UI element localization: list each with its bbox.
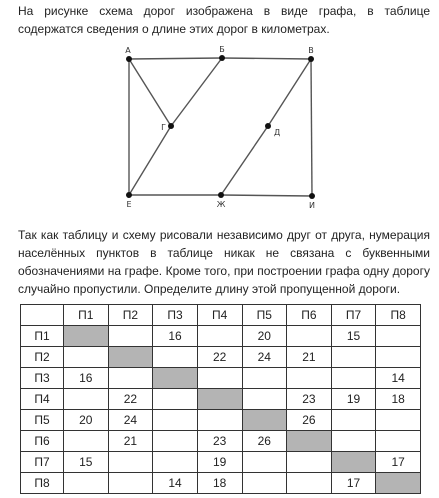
graph-edges (129, 58, 312, 196)
edge-V-D (268, 59, 311, 126)
column-header: П2 (108, 305, 153, 326)
table-cell (153, 347, 198, 368)
table-cell: 14 (153, 473, 198, 494)
table-cell: 26 (287, 410, 332, 431)
table-cell (108, 326, 153, 347)
table-cell: 21 (287, 347, 332, 368)
table-cell: 18 (376, 389, 421, 410)
table-cell: 15 (64, 452, 109, 473)
table-cell: 26 (242, 431, 287, 452)
vertex-label-E: Е (126, 200, 132, 209)
table-row (21, 368, 421, 389)
table-cell (108, 368, 153, 389)
table-cell: 18 (197, 473, 242, 494)
table-cell (287, 473, 332, 494)
edge-G-E (129, 126, 171, 195)
table-cell: 16 (64, 368, 109, 389)
table-cell: 24 (108, 410, 153, 431)
table-cell (197, 410, 242, 431)
vertex-I (309, 193, 315, 199)
graph-vertices (125, 45, 315, 210)
table-cell (153, 452, 198, 473)
table-cell: 14 (376, 368, 421, 389)
table-cell: 16 (153, 326, 198, 347)
vertex-label-D: Д (274, 128, 281, 137)
column-header: П4 (197, 305, 242, 326)
table-cell (376, 326, 421, 347)
table-cell (153, 410, 198, 431)
edge-D-Zh (221, 126, 268, 195)
table-cell (108, 452, 153, 473)
table-cell (376, 347, 421, 368)
vertex-label-I: И (309, 201, 315, 210)
edge-Zh-I (221, 195, 312, 196)
diagonal-cell (197, 389, 242, 410)
table-cell (64, 389, 109, 410)
table-row (21, 452, 421, 473)
table-cell (376, 431, 421, 452)
table-cell (197, 368, 242, 389)
table-row (21, 473, 421, 494)
row-header: П4 (21, 389, 64, 410)
row-header: П5 (21, 410, 64, 431)
table-cell (331, 410, 376, 431)
table-corner-cell (21, 305, 64, 326)
table-cell: 21 (108, 431, 153, 452)
table-cell (64, 431, 109, 452)
row-header: П2 (21, 347, 64, 368)
row-header: П6 (21, 431, 64, 452)
vertex-label-G: Г (161, 123, 166, 132)
diagonal-cell (153, 368, 198, 389)
vertex-label-Zh: Ж (216, 200, 226, 209)
table-row (21, 431, 421, 452)
question-text: Так как таблицу и схему рисовали независимо друг от друга, нумерация населённых пунктов в таблице никак не связана с буквенными обозначениями на графе. Кроме того, при построении графа одну дорогу случайно пропустили. Определите длину этой пропущенной дороги. (18, 228, 430, 296)
diagonal-cell (376, 473, 421, 494)
diagonal-cell (242, 410, 287, 431)
vertex-G (168, 123, 174, 129)
table-cell (287, 326, 332, 347)
table-cell (287, 368, 332, 389)
table-cell: 15 (331, 326, 376, 347)
table-cell (376, 410, 421, 431)
table-cell (64, 347, 109, 368)
table-cell (331, 431, 376, 452)
edge-V-I (311, 59, 312, 196)
column-header: П5 (242, 305, 287, 326)
edge-A-G (129, 59, 171, 126)
table-cell: 19 (197, 452, 242, 473)
table-header-row (21, 305, 421, 326)
vertex-label-V: В (308, 46, 314, 55)
edge-A-B (129, 58, 222, 59)
vertex-A (126, 56, 132, 62)
column-header: П8 (376, 305, 421, 326)
vertex-label-A: А (125, 46, 131, 55)
vertex-D (265, 123, 271, 129)
table-cell: 20 (64, 410, 109, 431)
edge-B-V (222, 58, 311, 59)
column-header: П1 (64, 305, 109, 326)
table-cell: 23 (197, 431, 242, 452)
row-header: П1 (21, 326, 64, 347)
table-cell (197, 326, 242, 347)
edge-B-G (171, 58, 222, 126)
table-cell: 22 (197, 347, 242, 368)
table-cell (242, 389, 287, 410)
table-cell (287, 452, 332, 473)
table-cell: 17 (376, 452, 421, 473)
table-cell: 23 (287, 389, 332, 410)
table-cell (242, 368, 287, 389)
table-cell (153, 389, 198, 410)
table-row (21, 389, 421, 410)
column-header: П3 (153, 305, 198, 326)
vertex-E (126, 192, 132, 198)
diagonal-cell (287, 431, 332, 452)
table-cell (153, 431, 198, 452)
diagonal-cell (64, 326, 109, 347)
table-row (21, 326, 421, 347)
table-cell (331, 368, 376, 389)
table-body (21, 326, 421, 494)
column-header: П7 (331, 305, 376, 326)
row-header: П3 (21, 368, 64, 389)
road-graph (0, 0, 439, 220)
table-cell: 20 (242, 326, 287, 347)
diagonal-cell (331, 452, 376, 473)
vertex-B (219, 55, 225, 61)
table-cell: 19 (331, 389, 376, 410)
table-cell: 24 (242, 347, 287, 368)
table-cell (242, 452, 287, 473)
row-header: П7 (21, 452, 64, 473)
diagonal-cell (108, 347, 153, 368)
table-cell: 22 (108, 389, 153, 410)
table-cell (64, 473, 109, 494)
distance-table (20, 304, 421, 494)
table-row (21, 410, 421, 431)
table-cell (242, 473, 287, 494)
table-cell: 17 (331, 473, 376, 494)
intro-text: На рисунке схема дорог изображена в виде графа, в таблице содержатся сведения о длине этих дорог в километрах. (18, 4, 430, 36)
table-cell (331, 347, 376, 368)
table-row (21, 347, 421, 368)
table-cell (108, 473, 153, 494)
vertex-V (308, 56, 314, 62)
column-header: П6 (287, 305, 332, 326)
vertex-Zh (218, 192, 224, 198)
vertex-label-B: Б (219, 45, 225, 54)
row-header: П8 (21, 473, 64, 494)
